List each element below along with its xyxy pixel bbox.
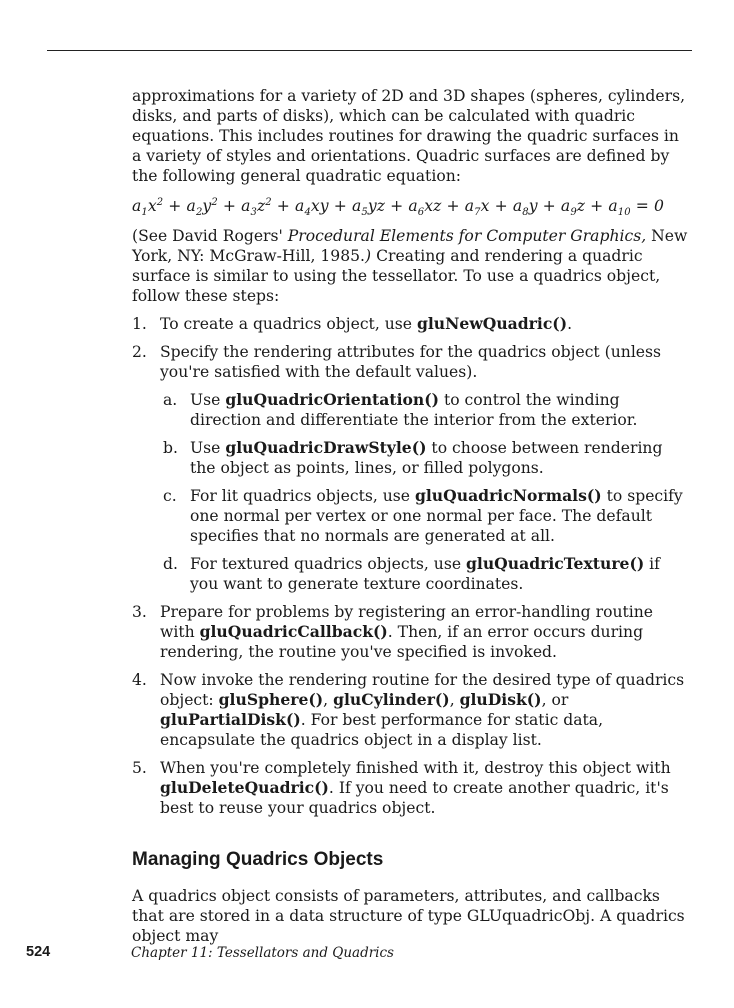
text-run: to control the winding direction and differentiate the interior from the exterior.: [190, 391, 638, 429]
page-body: [132, 86, 692, 946]
eq-coef: a: [608, 197, 618, 215]
eq-var: xy: [310, 197, 329, 215]
eq-equals: = 0: [630, 197, 665, 215]
eq-coef: a: [241, 197, 251, 215]
step-number: 2.: [132, 343, 147, 361]
text-run: Prepare for problems by registering an error-handling routine with: [160, 603, 654, 641]
function-name: gluDisk(): [459, 690, 542, 709]
rogers-paragraph: [132, 226, 692, 306]
eq-coef: a: [512, 197, 523, 215]
text-run: . If you need to create another quadric, it's best to reuse your quadrics object.: [160, 779, 669, 817]
text-run: . For best performance for static data, encapsulate the quadrics object in a display list.: [160, 711, 604, 749]
text-run: For textured quadrics objects, use: [190, 555, 467, 573]
final-paragraph: A quadrics object consists of parameters, attributes, and callbacks that are stored in a data structure of type GLUquadricObj. A quadrics object may: [132, 887, 685, 945]
eq-sub: 9: [570, 207, 577, 219]
eq-op: +: [489, 197, 513, 215]
eq-coef: a: [132, 197, 142, 215]
step-number: 4.: [132, 671, 147, 689]
section-heading: Managing Quadrics Objects: [132, 849, 384, 870]
text-run: New York, NY: McGraw-Hill, 1985.: [132, 227, 688, 265]
eq-var: xz: [424, 197, 442, 215]
eq-op: +: [217, 197, 242, 215]
eq-coef: a: [295, 197, 305, 215]
chapter-title: Chapter 11: Tessellators and Quadrics: [131, 945, 394, 961]
function-name: gluQuadricTexture(): [466, 554, 645, 573]
quadratic-equation: [132, 196, 692, 219]
substep-letter: b.: [163, 439, 178, 457]
eq-sub: 5: [361, 207, 368, 219]
text-run: (See David Rogers': [132, 227, 288, 245]
eq-coef: a: [352, 197, 362, 215]
function-name: gluQuadricOrientation(): [225, 390, 439, 409]
text-run: When you're completely finished with it, destroy this object with: [160, 759, 671, 777]
eq-coef: a: [560, 197, 571, 215]
header-rule: [47, 50, 692, 51]
text-run: Creating and rendering a quadric surface is similar to using the tessellator. To use a quadrics object, follow these steps:: [132, 247, 661, 305]
eq-op: +: [385, 197, 409, 215]
eq-sub: 7: [474, 207, 481, 219]
book-title: Procedural Elements for Computer Graphics,: [287, 227, 647, 245]
text-run: For lit quadrics objects, use: [190, 487, 415, 505]
text-run: to choose between rendering the object as points, lines, or filled polygons.: [190, 439, 663, 477]
text-run: ,: [449, 691, 460, 709]
step-number: 3.: [132, 603, 147, 621]
substep-letter: a.: [163, 391, 178, 409]
eq-op: +: [537, 197, 561, 215]
step-number: 5.: [132, 759, 147, 777]
function-name: gluQuadricNormals(): [414, 486, 602, 505]
eq-coef: a: [186, 197, 196, 215]
eq-var: y: [202, 197, 212, 215]
eq-op: +: [328, 197, 352, 215]
text-run: Specify the rendering attributes for the quadrics object (unless you're satisfied with the default values).: [160, 343, 662, 381]
substep-c: [132, 486, 692, 546]
eq-op: +: [441, 197, 465, 215]
eq-sub: 6: [417, 207, 425, 219]
eq-coef: a: [408, 197, 418, 215]
substep-d: [132, 554, 692, 594]
eq-sub: 2: [195, 207, 203, 219]
text-run: Use: [190, 439, 226, 457]
step-1: [132, 314, 692, 334]
function-name: gluSphere(): [218, 690, 324, 709]
function-name: gluQuadricDrawStyle(): [225, 438, 427, 457]
page-number: 524: [26, 944, 51, 960]
step-5: [132, 758, 692, 818]
eq-var: z: [576, 197, 586, 215]
eq-sub: 3: [250, 207, 257, 219]
step-4: [132, 670, 692, 750]
eq-var: yz: [367, 197, 386, 215]
substep-letter: c.: [163, 487, 177, 505]
eq-var: z: [256, 197, 266, 215]
eq-var: x: [480, 197, 490, 215]
function-name: gluQuadricCallback(): [199, 622, 388, 641]
eq-op: +: [271, 197, 296, 215]
text-run: .: [567, 315, 573, 333]
substep-letter: d.: [163, 555, 178, 573]
eq-op: +: [585, 197, 609, 215]
step-3: [132, 602, 692, 662]
eq-var: y: [528, 197, 538, 215]
eq-exp: 2: [265, 196, 272, 208]
substep-b: [132, 438, 692, 478]
text-run: Use: [190, 391, 226, 409]
eq-op: +: [163, 197, 187, 215]
text-run: Now invoke the rendering routine for the desired type of quadrics object:: [160, 671, 685, 709]
text-run: ,: [323, 691, 334, 709]
eq-sub: 4: [304, 207, 311, 219]
step-2: [132, 342, 692, 382]
function-name: gluNewQuadric(): [416, 314, 568, 333]
text-run: if you want to generate texture coordinates.: [190, 555, 660, 593]
eq-exp: 2: [156, 196, 164, 208]
eq-sub: 1: [141, 207, 148, 219]
function-name: gluCylinder(): [333, 690, 450, 709]
substep-a: [132, 390, 692, 430]
intro-paragraph: approximations for a variety of 2D and 3D shapes (spheres, cylinders, disks, and parts of disks), which can be calculated with quadric equations. This includes routines for drawing the quadric surfaces in a variety of styles and orientations. Quadric surfaces are defined by the following general quadratic equation:: [132, 87, 686, 185]
function-name: gluDeleteQuadric(): [160, 778, 329, 797]
eq-sub: 8: [522, 207, 529, 219]
eq-sub: 10: [617, 207, 631, 219]
text-run: ): [365, 247, 372, 265]
step-number: 1.: [132, 315, 147, 333]
eq-coef: a: [464, 197, 475, 215]
text-run: . Then, if an error occurs during rendering, the routine you've specified is invoked.: [160, 623, 644, 661]
text-run: To create a quadrics object, use: [160, 315, 417, 333]
text-run: to specify one normal per vertex or one normal per face. The default specifies that no normals are generated at all.: [190, 487, 683, 545]
eq-exp: 2: [211, 196, 218, 208]
function-name: gluPartialDisk(): [160, 710, 301, 729]
eq-var: x: [147, 197, 157, 215]
text-run: , or: [541, 691, 569, 709]
